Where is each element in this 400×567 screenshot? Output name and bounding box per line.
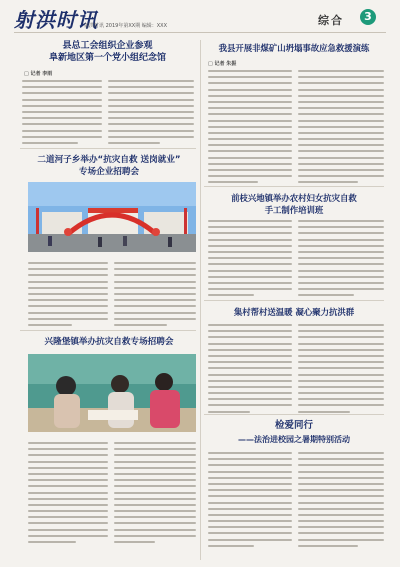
divider-3: [204, 186, 384, 187]
article-1-body-right: [108, 80, 194, 148]
recruitment-photo: [28, 354, 196, 432]
article-3-body-left: [28, 442, 108, 547]
article-2-body-left: [28, 262, 108, 330]
article-6-body-right: [298, 324, 384, 417]
article-7-subtitle: ——法治进校园之暑期特别活动: [238, 435, 350, 444]
article-5-title: 前枝兴地镇举办农村妇女抗灾自救 手工制作培训班: [231, 193, 357, 215]
divider-2: [20, 330, 196, 331]
article-4-title: 我县开展非煤矿山坍塌事故应急救援演练: [218, 43, 370, 53]
divider-1: [20, 148, 196, 149]
article-1-author: □ 记者 李雨: [24, 71, 53, 77]
article-7-body-left: [208, 452, 292, 551]
article-2-body-right: [114, 262, 196, 330]
article-5-body-right: [298, 220, 384, 300]
article-1-body-left: [22, 80, 102, 148]
masthead: [0, 0, 400, 34]
header-rule: [14, 32, 386, 33]
job-fair-illustration: [28, 182, 196, 252]
article-1-title: 县总工会组织企业参观 阜新地区第一个党小组纪念馆: [48, 41, 166, 63]
recruitment-illustration: [28, 354, 196, 432]
job-fair-photo: [28, 182, 196, 252]
article-5-body-left: [208, 220, 292, 300]
page-number-badge: 3: [360, 9, 376, 25]
article-2-title: 二道河子乡举办“抗灾自救 送岗就业” 专场企业招聘会: [37, 155, 181, 177]
article-6-title: 集村帮村送温暖 凝心聚力抗洪群: [233, 307, 355, 317]
article-6-body-left: [208, 324, 292, 417]
column-divider: [200, 40, 201, 560]
article-4-body-right: [298, 70, 384, 188]
newspaper-logo: 射洪时讯: [14, 8, 98, 32]
article-7-body-right: [298, 452, 384, 551]
article-3-title: 兴隆堡镇举办抗灾自救专场招聘会: [44, 337, 174, 347]
article-7-title: 检爱同行: [274, 420, 313, 431]
issue-meta: 射洪时讯 2019年第XX期 编辑：XXX: [84, 23, 168, 29]
divider-4: [204, 300, 384, 301]
article-3-body-right: [114, 442, 196, 547]
article-4-body-left: [208, 70, 292, 188]
section-label: 综合: [318, 14, 344, 27]
article-4-author: □ 记者 朱振: [208, 61, 237, 67]
divider-5: [204, 414, 384, 415]
